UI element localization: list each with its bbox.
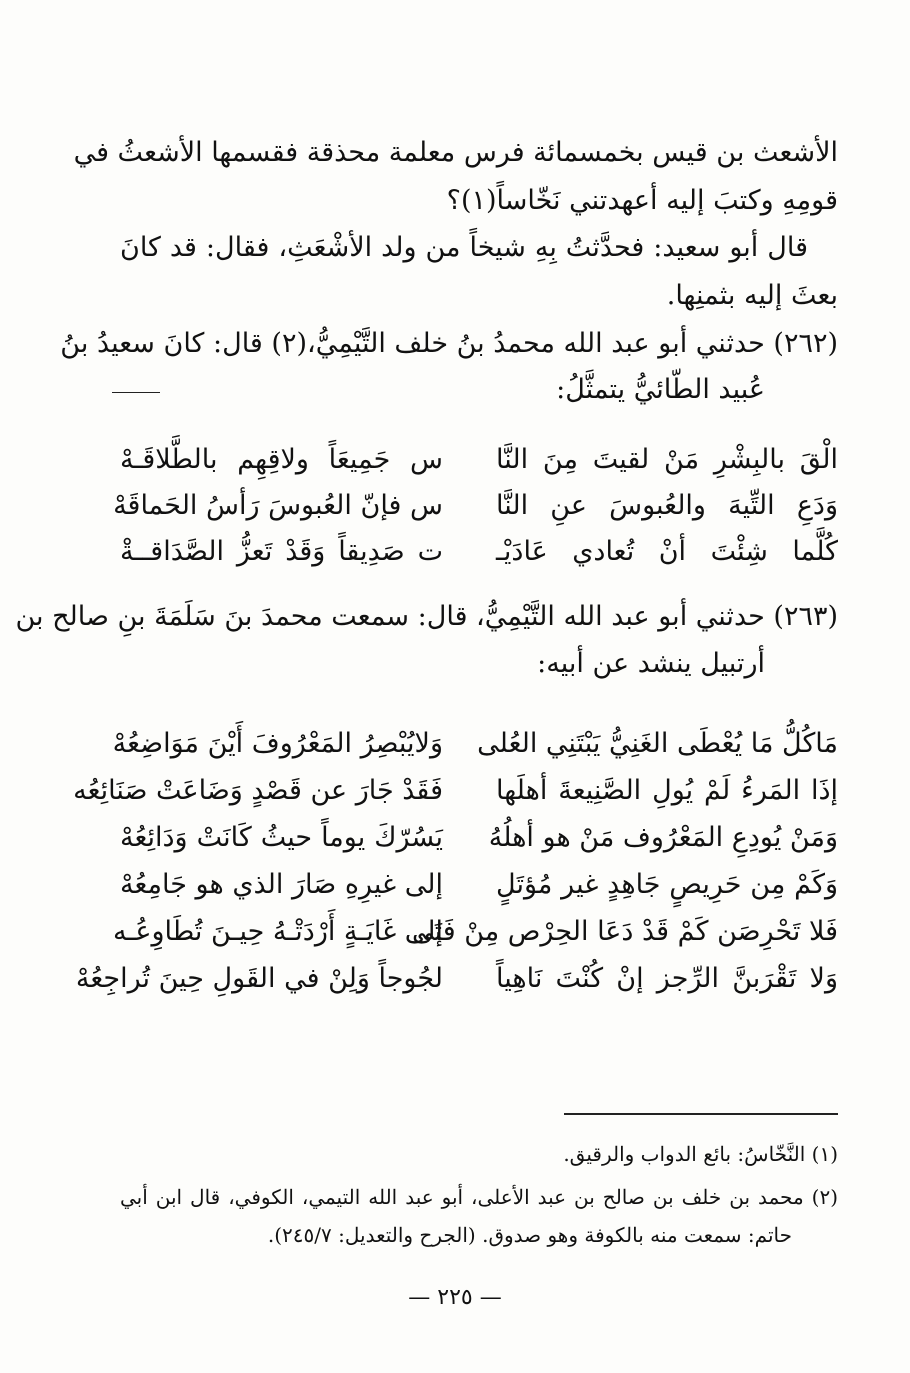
- verse: [113, 910, 838, 954]
- verse: [120, 530, 838, 574]
- footnote-divider: [564, 1113, 838, 1115]
- body-line-3: قال أبو سعيد: فحدَّثتُ بِهِ شيخاً من ولد الأشْعَثِ، فقال: قد كانَ: [120, 232, 808, 263]
- footnote-1: (١) النَّخّاسُ: بائع الدواب والرقيق.: [563, 1142, 838, 1166]
- body-line-5: (٢٦٢) حدثني أبو عبد الله محمدُ بنُ خلف التَّيْمِيُّ،(٢) قال: كانَ سعيدُ بنُ: [60, 328, 838, 359]
- verse-first-hemistich: فَلا تَحْرِصَن كَمْ قَدْ دَعَا الحِرْص مِنْ فَتَى: [412, 916, 838, 947]
- dash-line: [112, 392, 160, 393]
- verse-first-hemistich: وَلا تَقْرَبنَّ الرِّجز إنْ كُنْتَ نَاهِياً: [496, 963, 838, 994]
- verse: [120, 863, 838, 907]
- verse-second-hemistich: وَلايُبْصِرُ المَعْرُوفَ أَيْنَ مَوَاضِعُهْ: [112, 728, 443, 759]
- verse-second-hemistich: س جَمِيعَاً ولاقِهِم بالطَّلاقَـهْ: [120, 444, 443, 475]
- verse: [112, 722, 838, 766]
- body-line-1: الأشعث بن قيس بخمسمائة فرس معلمة محذقة فقسمها الأشعثُ في: [73, 137, 838, 168]
- verse-first-hemistich: وَمَنْ يُودِعِ المَعْرُوف مَنْ هو أهلُهُ: [488, 822, 838, 853]
- verse-first-hemistich: وَكَمْ مِن حَرِيصٍ جَاهِدٍ غير مُؤتَلٍ: [496, 869, 838, 900]
- verse-first-hemistich: كُلَّما شِئْتَ أنْ تُعادي عَادَيْـ: [496, 536, 838, 567]
- verse: [120, 438, 838, 482]
- body-line-8: أرتبيل ينشد عن أبيه:: [537, 648, 765, 679]
- verse-second-hemistich: إلى غَايَـةٍ أَرْدَتْـهُ حِيـنَ تُطَاوِعُـه: [113, 916, 443, 947]
- verse-first-hemistich: مَاكُلُّ مَا يُعْطَى الغَنِيُّ يَبْتَنِي العُلى: [477, 728, 838, 759]
- verse: [73, 769, 838, 813]
- verse: [120, 816, 838, 860]
- body-line-2: قومِهِ وكتبَ إليه أعهدتني نَخّاساً(١)؟: [446, 185, 838, 216]
- verse-second-hemistich: س فإنّ العُبوسَ رَأسُ الحَماقَهْ: [113, 490, 443, 521]
- body-line-6: عُبيد الطّائيُّ يتمثَّلُ:: [556, 374, 765, 405]
- body-line-7: (٢٦٣) حدثني أبو عبد الله التَّيْمِيُّ، قال: سمعت محمدَ بنَ سَلَمَةَ بنِ صالح بن: [15, 601, 838, 632]
- verse-second-hemistich: يَسُرّكَ يوماً حيثُ كَانَتْ وَدَائِعُهْ: [120, 822, 443, 853]
- verse-second-hemistich: إلى غيرِهِ صَارَ الذي هو جَامِعُهْ: [120, 869, 443, 900]
- body-line-4: بعثَ إليه بثمنِها.: [666, 280, 838, 311]
- footnote-2: (٢) محمد بن خلف بن صالح بن عبد الأعلى، أبو عبد الله التيمي، الكوفي، قال ابن أبي: [120, 1185, 838, 1209]
- verse-first-hemistich: وَدَعِ التِّيهَ والعُبوسَ عنِ النَّا: [496, 490, 838, 521]
- verse: [75, 957, 838, 1001]
- verse: [113, 484, 838, 528]
- footnote-2-continued: حاتم: سمعت منه بالكوفة وهو صدوق. (الجرح والتعديل: ٢٤٥/٧).: [267, 1223, 792, 1247]
- page-number: — ٢٢٥ —: [408, 1285, 502, 1310]
- verse-second-hemistich: ت صَدِيقاً وَقَدْ تَعزُّ الصَّدَاقــةْ: [120, 536, 443, 567]
- verse-first-hemistich: الْقَ بالبِشْرِ مَنْ لقيتَ مِنَ النَّا: [496, 444, 838, 475]
- verse-second-hemistich: فَقَدْ جَارَ عن قَصْدٍ وَضَاعَتْ صَنَائِعُه: [73, 775, 443, 806]
- verse-first-hemistich: إذَا المَرءُ لَمْ يُولِ الصَّنِيعةَ أهلَها: [496, 775, 838, 806]
- verse-second-hemistich: لجُوجاً وَلِنْ في القَولِ حِينَ تُراجِعُهْ: [75, 963, 443, 994]
